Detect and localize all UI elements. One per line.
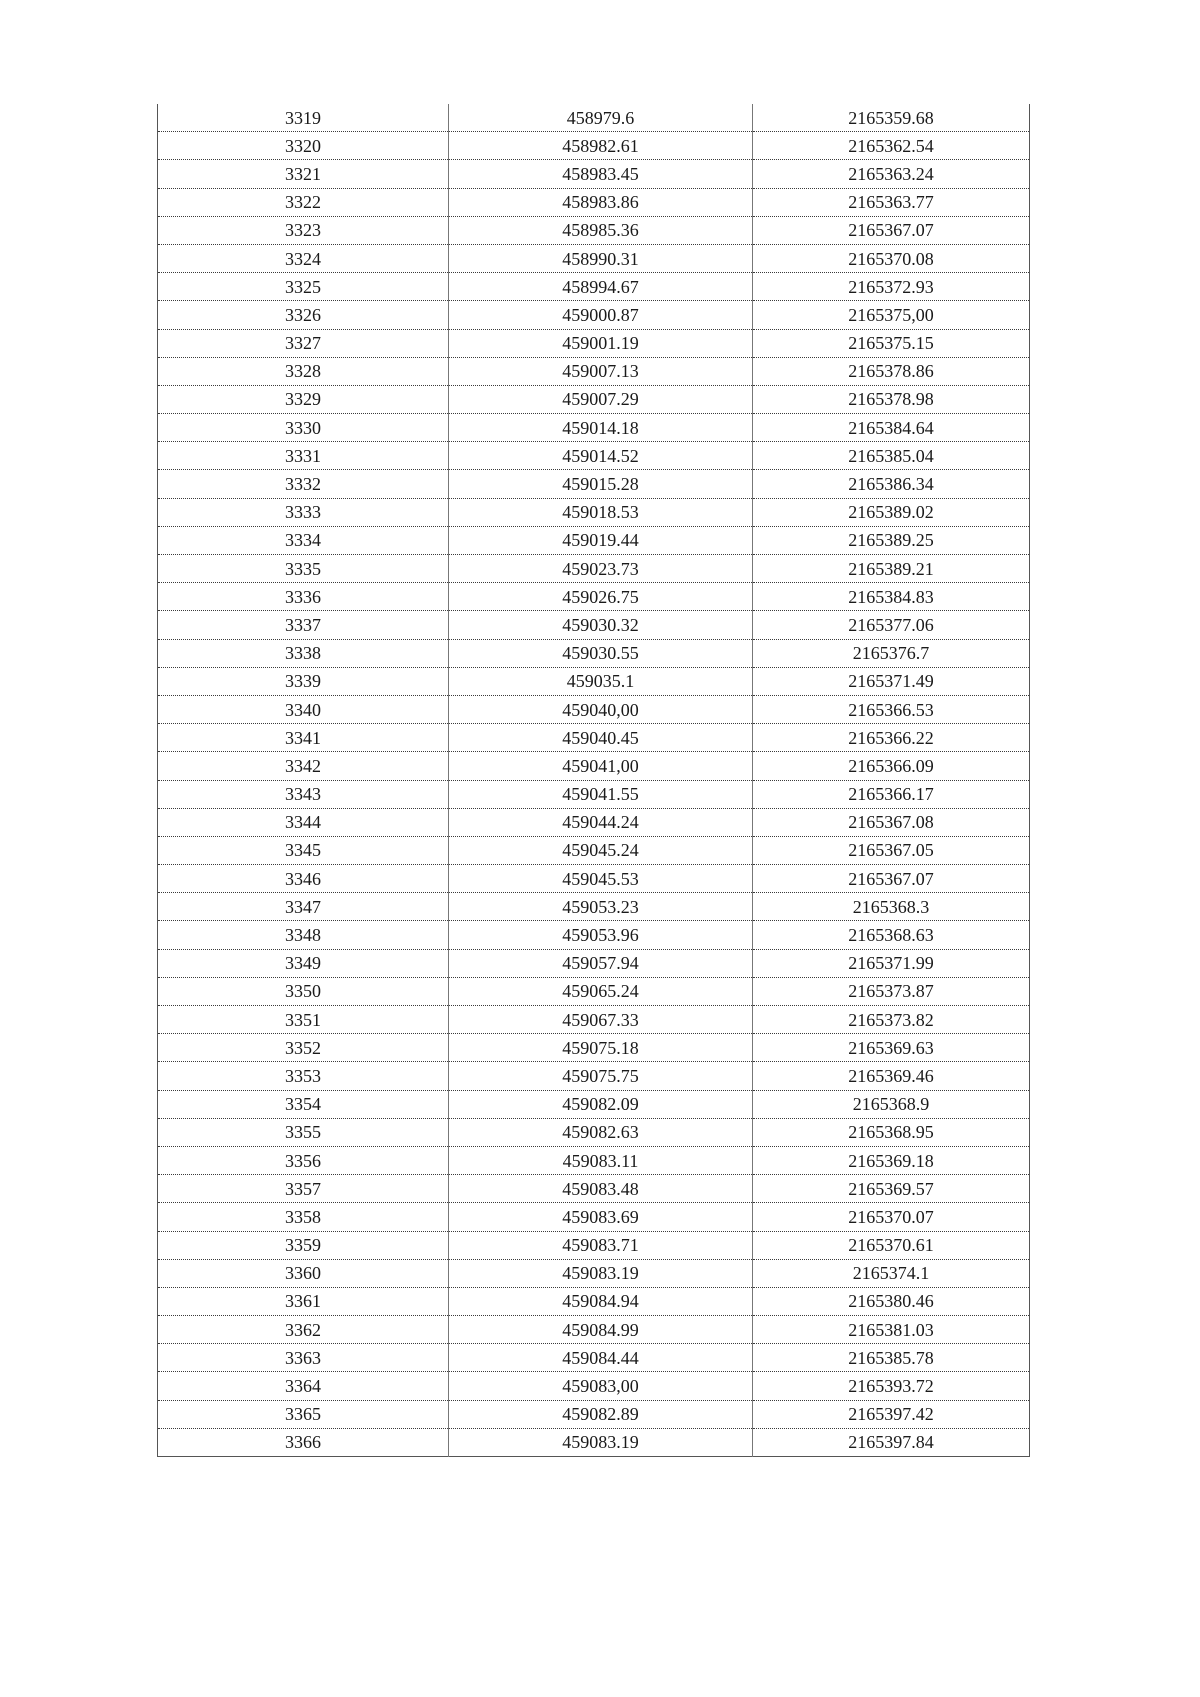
x-coordinate-cell: 459041.55 [449, 780, 753, 808]
y-coordinate-cell: 2165381.03 [753, 1316, 1030, 1344]
y-coordinate-cell: 2165370.08 [753, 244, 1030, 272]
y-coordinate-cell: 2165375.15 [753, 329, 1030, 357]
point-number-cell: 3349 [158, 949, 449, 977]
point-number-cell: 3355 [158, 1118, 449, 1146]
x-coordinate-cell: 459030.32 [449, 611, 753, 639]
table-row [158, 695, 1030, 723]
y-coordinate-cell: 2165362.54 [753, 132, 1030, 160]
x-coordinate-cell: 459083.11 [449, 1146, 753, 1174]
table-row [158, 498, 1030, 526]
table-row [158, 188, 1030, 216]
y-coordinate-cell: 2165393.72 [753, 1372, 1030, 1400]
point-number-cell: 3329 [158, 385, 449, 413]
point-number-cell: 3345 [158, 836, 449, 864]
x-coordinate-cell: 459019.44 [449, 526, 753, 554]
table-row [158, 639, 1030, 667]
y-coordinate-cell: 2165363.24 [753, 160, 1030, 188]
table-row [158, 1146, 1030, 1174]
y-coordinate-cell: 2165397.42 [753, 1400, 1030, 1428]
x-coordinate-cell: 459075.75 [449, 1062, 753, 1090]
point-number-cell: 3366 [158, 1428, 449, 1456]
table-row [158, 1428, 1030, 1456]
x-coordinate-cell: 459075.18 [449, 1034, 753, 1062]
table-row [158, 1034, 1030, 1062]
table-row [158, 583, 1030, 611]
point-number-cell: 3322 [158, 188, 449, 216]
point-number-cell: 3335 [158, 555, 449, 583]
x-coordinate-cell: 459084.44 [449, 1344, 753, 1372]
x-coordinate-cell: 458979.6 [449, 104, 753, 132]
table-row [158, 1090, 1030, 1118]
y-coordinate-cell: 2165397.84 [848, 1432, 934, 1453]
table-row [158, 273, 1030, 301]
y-coordinate-cell: 2165375,00 [753, 301, 1030, 329]
table-row [158, 414, 1030, 442]
y-coordinate-cell: 2165367.07 [753, 865, 1030, 893]
y-coordinate-cell: 2165389.25 [753, 526, 1030, 554]
table-row [158, 1175, 1030, 1203]
y-coordinate-cell: 2165372.93 [753, 273, 1030, 301]
x-coordinate-cell: 458985.36 [449, 216, 753, 244]
table-row [158, 1231, 1030, 1259]
x-coordinate-cell: 459040.45 [449, 724, 753, 752]
x-coordinate-cell: 458994.67 [449, 273, 753, 301]
point-number-cell: 3357 [158, 1175, 449, 1203]
x-coordinate-cell: 459044.24 [449, 808, 753, 836]
y-coordinate-cell: 2165369.46 [753, 1062, 1030, 1090]
x-coordinate-cell: 459082.89 [449, 1400, 753, 1428]
table-row [158, 1118, 1030, 1146]
x-coordinate-cell: 459001.19 [449, 329, 753, 357]
point-number-cell: 3358 [158, 1203, 449, 1231]
point-number-cell: 3347 [158, 893, 449, 921]
y-coordinate-cell: 2165377.06 [753, 611, 1030, 639]
table-row [158, 808, 1030, 836]
point-number-cell: 3360 [158, 1259, 449, 1287]
y-coordinate-cell: 2165370.61 [753, 1231, 1030, 1259]
point-number-cell: 3323 [158, 216, 449, 244]
table-row [158, 1259, 1030, 1287]
table-row [158, 611, 1030, 639]
table-row [158, 132, 1030, 160]
table-row [158, 526, 1030, 554]
x-coordinate-cell: 459083.48 [449, 1175, 753, 1203]
y-coordinate-cell: 2165370.07 [753, 1203, 1030, 1231]
point-number-cell: 3346 [158, 865, 449, 893]
y-coordinate-cell: 2165380.46 [753, 1287, 1030, 1315]
x-coordinate-cell: 459023.73 [449, 555, 753, 583]
y-coordinate-cell: 2165373.82 [753, 1006, 1030, 1034]
point-number-cell: 3350 [158, 977, 449, 1005]
table-row [158, 1006, 1030, 1034]
y-coordinate-cell: 2165389.21 [753, 555, 1030, 583]
table-row [158, 357, 1030, 385]
x-coordinate-cell: 459082.09 [449, 1090, 753, 1118]
table-row [158, 921, 1030, 949]
point-number-cell: 3356 [158, 1146, 449, 1174]
table-row [158, 385, 1030, 413]
y-coordinate-cell: 2165385.04 [753, 442, 1030, 470]
coordinates-table [157, 104, 1030, 1457]
point-number-cell: 3362 [158, 1316, 449, 1344]
x-coordinate-cell: 459084.99 [449, 1316, 753, 1344]
table-row [158, 667, 1030, 695]
point-number-cell: 3324 [158, 244, 449, 272]
x-coordinate-cell: 459083,00 [449, 1372, 753, 1400]
point-number-cell: 3336 [158, 583, 449, 611]
x-coordinate-cell: 458983.86 [449, 188, 753, 216]
table-row [158, 329, 1030, 357]
table-row [158, 893, 1030, 921]
point-number-cell: 3351 [158, 1006, 449, 1034]
table-row [158, 470, 1030, 498]
table-row [158, 1316, 1030, 1344]
point-number-cell: 3363 [158, 1344, 449, 1372]
y-coordinate-cell: 2165384.83 [753, 583, 1030, 611]
y-coordinate-cell: 2165369.57 [753, 1175, 1030, 1203]
x-coordinate-cell: 458983.45 [449, 160, 753, 188]
x-coordinate-cell: 459082.63 [449, 1118, 753, 1146]
x-coordinate-cell: 459018.53 [449, 498, 753, 526]
point-number-cell: 3340 [158, 695, 449, 723]
point-number-cell: 3339 [158, 667, 449, 695]
x-coordinate-cell: 459007.29 [449, 385, 753, 413]
x-coordinate-cell: 459014.52 [449, 442, 753, 470]
point-number-cell: 3365 [158, 1400, 449, 1428]
table-row [158, 1203, 1030, 1231]
table-row [158, 977, 1030, 1005]
y-coordinate-cell: 2165367.05 [753, 836, 1030, 864]
x-coordinate-cell: 459053.23 [449, 893, 753, 921]
x-coordinate-cell: 459030.55 [449, 639, 753, 667]
y-coordinate-cell: 2165374.1 [753, 1259, 1030, 1287]
x-coordinate-cell: 459084.94 [449, 1287, 753, 1315]
x-coordinate-cell: 459035.1 [449, 667, 753, 695]
point-number-cell: 3330 [158, 414, 449, 442]
y-coordinate-cell: 2165366.53 [753, 695, 1030, 723]
point-number-cell: 3348 [158, 921, 449, 949]
x-coordinate-cell: 459045.53 [449, 865, 753, 893]
table-row [158, 1287, 1030, 1315]
y-coordinate-cell: 2165385.78 [753, 1344, 1030, 1372]
y-coordinate-cell: 2165371.49 [753, 667, 1030, 695]
x-coordinate-cell: 459014.18 [449, 414, 753, 442]
point-number-cell: 3333 [158, 498, 449, 526]
table-row [158, 555, 1030, 583]
y-coordinate-cell: 2165378.86 [753, 357, 1030, 385]
x-coordinate-cell: 459083.71 [449, 1231, 753, 1259]
y-coordinate-cell: 2165376.7 [753, 639, 1030, 667]
point-number-cell: 3359 [158, 1231, 449, 1259]
x-coordinate-cell: 459065.24 [449, 977, 753, 1005]
y-coordinate-cell: 2165368.9 [753, 1090, 1030, 1118]
y-coordinate-cell: 2165367.07 [753, 216, 1030, 244]
y-coordinate-cell: 2165389.02 [753, 498, 1030, 526]
point-number-cell: 3328 [158, 357, 449, 385]
table-row [158, 244, 1030, 272]
x-coordinate-cell: 459067.33 [449, 1006, 753, 1034]
y-coordinate-cell: 2165369.63 [753, 1034, 1030, 1062]
point-number-cell: 3337 [158, 611, 449, 639]
y-coordinate-cell: 2165366.17 [753, 780, 1030, 808]
table-row [158, 865, 1030, 893]
point-number-cell: 3361 [158, 1287, 449, 1315]
point-number-cell: 3327 [158, 329, 449, 357]
point-number-cell: 3344 [158, 808, 449, 836]
x-coordinate-cell: 459083.69 [449, 1203, 753, 1231]
point-number-cell: 3325 [158, 273, 449, 301]
table-row [158, 104, 1030, 132]
x-coordinate-cell: 459083.19 [449, 1259, 753, 1287]
y-coordinate-cell: 2165367.08 [753, 808, 1030, 836]
point-number-cell: 3364 [158, 1372, 449, 1400]
table-row [158, 1372, 1030, 1400]
point-number-cell: 3332 [158, 470, 449, 498]
x-coordinate-cell: 458982.61 [449, 132, 753, 160]
y-coordinate-cell: 2165378.98 [753, 385, 1030, 413]
table-row [158, 442, 1030, 470]
x-coordinate-cell: 459041,00 [449, 752, 753, 780]
x-coordinate-cell: 459040,00 [449, 695, 753, 723]
x-coordinate-cell: 459000.87 [449, 301, 753, 329]
y-coordinate-cell: 2165371.99 [753, 949, 1030, 977]
y-coordinate-cell: 2165368.95 [753, 1118, 1030, 1146]
y-coordinate-cell: 2165363.77 [753, 188, 1030, 216]
x-coordinate-cell: 459015.28 [449, 470, 753, 498]
point-number-cell: 3343 [158, 780, 449, 808]
point-number-cell: 3354 [158, 1090, 449, 1118]
point-number-cell: 3326 [158, 301, 449, 329]
point-number-cell: 3341 [158, 724, 449, 752]
table-row [158, 780, 1030, 808]
point-number-cell: 3331 [158, 442, 449, 470]
point-number-cell: 3352 [158, 1034, 449, 1062]
y-coordinate-cell: 2165386.34 [753, 470, 1030, 498]
point-number-cell: 3342 [158, 752, 449, 780]
table-row [158, 836, 1030, 864]
table-row [158, 949, 1030, 977]
y-coordinate-cell: 2165373.87 [753, 977, 1030, 1005]
x-coordinate-cell: 459083.19 [449, 1428, 753, 1456]
coordinates-table-body [158, 104, 1030, 1457]
table-row [158, 752, 1030, 780]
x-coordinate-cell: 459053.96 [449, 921, 753, 949]
point-number-cell: 3320 [158, 132, 449, 160]
point-number-cell: 3321 [158, 160, 449, 188]
y-coordinate-cell: 2165359.68 [753, 104, 1030, 132]
point-number-cell: 3353 [158, 1062, 449, 1090]
y-coordinate-cell: 2165384.64 [753, 414, 1030, 442]
x-coordinate-cell: 459026.75 [449, 583, 753, 611]
point-number-cell: 3319 [158, 104, 449, 132]
y-coordinate-cell: 2165366.09 [753, 752, 1030, 780]
x-coordinate-cell: 459045.24 [449, 836, 753, 864]
table-row [158, 216, 1030, 244]
x-coordinate-cell: 459007.13 [449, 357, 753, 385]
table-row [158, 160, 1030, 188]
point-number-cell: 3334 [158, 526, 449, 554]
x-coordinate-cell: 458990.31 [449, 244, 753, 272]
y-coordinate-cell: 2165368.3 [753, 893, 1030, 921]
table-row [158, 1062, 1030, 1090]
point-number-cell: 3338 [158, 639, 449, 667]
y-coordinate-cell: 2165369.18 [753, 1146, 1030, 1174]
table-row [158, 301, 1030, 329]
y-coordinate-cell: 2165368.63 [753, 921, 1030, 949]
x-coordinate-cell: 459057.94 [449, 949, 753, 977]
table-row [158, 1344, 1030, 1372]
table-row [158, 1400, 1030, 1428]
y-coordinate-cell: 2165366.22 [753, 724, 1030, 752]
table-row [158, 724, 1030, 752]
